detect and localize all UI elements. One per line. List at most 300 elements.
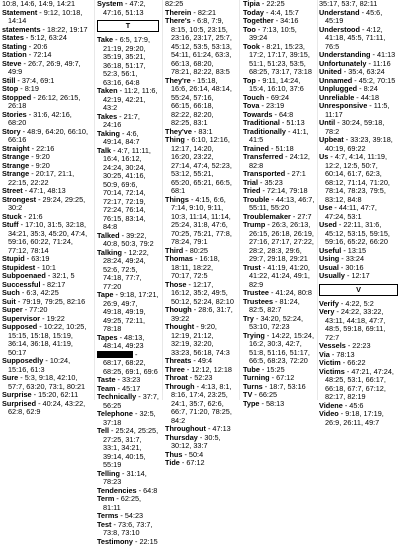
index-term: Taste	[97, 375, 116, 384]
index-term: Tova	[243, 101, 260, 110]
index-term: Terms	[97, 511, 118, 520]
page-line-references: - 10:1	[35, 263, 56, 272]
page-line-references: 82:25	[165, 0, 183, 8]
index-entry	[243, 26, 316, 43]
index-entry	[97, 232, 159, 249]
page-line-references: 10:8, 14:6, 14:9, 14:21	[2, 0, 75, 8]
page-line-references: - 51:18	[269, 144, 294, 153]
index-entry	[97, 334, 159, 351]
index-term: Stupid	[2, 254, 25, 263]
index-entry	[165, 306, 235, 323]
index-term: Until	[319, 118, 335, 127]
page-line-references: - 41:19, 41:20, 41:22, 41:24, 49:1, 82:9	[249, 263, 310, 289]
page-line-references: - 41:13	[371, 50, 396, 59]
page-line-references: - 18:7, 53:16	[263, 382, 306, 391]
page-line-references: - 67:12	[270, 373, 295, 382]
page-line-references: - 9:20, 12:19, 21:12, 32:19, 32:20, 33:23, 56:18, 74:3	[171, 322, 230, 357]
page-line-references: - 62:25, 81:11	[103, 494, 141, 512]
index-term: Thursday	[165, 433, 198, 442]
page-line-references: - 72:14, 79:18	[260, 186, 307, 195]
page-line-references: - 47:21, 47:24, 48:25, 53:1, 66:17, 66:18, 67:7, 67:12, 82:17, 82:19	[325, 367, 394, 402]
index-entry	[243, 153, 316, 170]
page-line-references: - 47:2, 47:16, 51:13	[103, 0, 146, 17]
index-entry	[2, 111, 92, 128]
index-entry	[243, 43, 316, 77]
page-line-references: - 37:7, 56:25	[103, 392, 159, 410]
page-line-references: - 11:5, 11:17	[325, 101, 389, 119]
index-entry	[2, 196, 92, 213]
index-entry	[319, 102, 398, 119]
page-line-references: - 63:19	[25, 254, 50, 263]
page-line-references: - 50:4	[182, 450, 203, 459]
page-line-references: - 26:7, 26:9, 49:7, 49:9	[8, 59, 81, 77]
page-line-references: - 10:22, 10:25, 15:15, 15:18, 15:19, 36:14, 36:18, 41:19, 50:17	[8, 322, 86, 357]
index-term: Stating	[2, 42, 27, 51]
page-line-references: - 8:19	[18, 84, 39, 93]
index-term: Trustee	[243, 288, 269, 297]
index-term: Stop	[2, 84, 18, 93]
column-divider	[162, 0, 163, 400]
page-line-references: - 41:24, 80:8	[269, 288, 312, 297]
index-term: Throughout	[165, 424, 206, 433]
index-term: Tube	[243, 365, 260, 374]
index-term: Today	[243, 8, 264, 17]
index-term: Third	[165, 246, 183, 255]
index-entry	[2, 170, 92, 187]
index-entry	[319, 410, 398, 427]
page-line-references: - 58:13	[260, 399, 285, 408]
index-term: Turning	[243, 373, 270, 382]
index-entry	[97, 291, 159, 334]
index-entry	[165, 459, 235, 468]
index-term: Tried	[243, 186, 260, 195]
page-line-references: - 20:6	[27, 42, 48, 51]
page-line-references: - 27:7	[291, 212, 312, 221]
page-line-references: - 11:16	[366, 59, 390, 68]
index-entry	[97, 410, 159, 427]
page-line-references: - 4:7, 11:11, 16:4, 16:12, 24:24, 30:24, 30:25, 41:16, 50:9, 69:6, 70:14, 72:14, 72:17, 72:19, 72:24, 76:14, 76:15, 83:14, 84:8	[103, 146, 151, 232]
page-line-references: - 4:4, 15:7	[264, 8, 299, 17]
page-line-references: - 72:14	[27, 50, 52, 59]
section-letter-heading: T	[97, 20, 159, 32]
index-entry	[243, 315, 316, 332]
index-term: Taken	[97, 86, 118, 95]
index-term: Thing	[165, 135, 185, 144]
index-entry	[319, 119, 398, 136]
page-line-references: - 8:24	[357, 84, 378, 93]
index-term: They're	[165, 76, 191, 85]
index-term: Talked	[97, 231, 120, 240]
index-term: Us	[319, 152, 328, 161]
page-line-references: - 15:18, 16:6, 26:14, 48:14, 55:24, 57:16, 66:15, 66:18, 82:22, 82:20, 82:25, 83:1	[171, 76, 232, 128]
page-line-references: - 48:9, 64:20, 66:10, 66:16	[8, 127, 88, 145]
page-line-references: - 12:22, 28:24, 49:24, 52:6, 72:5, 74:18, 77:7, 77:20	[103, 248, 149, 291]
page-line-references: - 9:20	[29, 152, 50, 161]
index-term: Victim	[319, 358, 341, 367]
index-entry	[243, 128, 316, 145]
index-term: Trust	[243, 263, 261, 272]
index-term: Stupidest	[2, 263, 35, 272]
index-entry	[243, 298, 316, 315]
index-term: Things	[165, 195, 189, 204]
page-line-references: - 35:4, 63:24	[342, 67, 385, 76]
section-letter-heading: V	[319, 284, 398, 296]
index-entry	[319, 221, 398, 247]
index-term: Use	[319, 203, 332, 212]
page-line-references: - 23:19	[260, 101, 285, 110]
index-term: Strange	[2, 161, 29, 170]
index-term: Talk	[97, 146, 111, 155]
index-entry	[319, 26, 398, 52]
page-line-references: - 13:15	[341, 246, 366, 255]
index-term: Straight	[2, 144, 30, 153]
index-column-4	[243, 0, 316, 400]
index-term: Videne	[319, 401, 343, 410]
index-term: Type	[243, 399, 260, 408]
page-line-references: - 4:22, 5:2	[339, 299, 374, 308]
page-line-references: - 21:7, 24:16	[103, 112, 140, 130]
page-line-references: - 64:8	[272, 110, 293, 119]
index-term: Trump	[243, 220, 265, 229]
page-line-references: - 44:13, 46:7, 55:11, 55:20	[249, 195, 314, 213]
index-term: Therein	[165, 8, 191, 17]
index-entry	[97, 393, 159, 410]
page-line-references: - 52:23	[188, 373, 213, 382]
page-line-references: - 31:6, 42:16, 68:20	[8, 110, 72, 128]
index-entry	[97, 351, 159, 377]
page-line-references: - 9:12, 10:18, 14:14	[8, 8, 82, 26]
page-line-references: - 8:21, 15:23, 17:2, 17:17, 39:15, 51:1, 51:23, 53:5, 68:25, 73:17, 73:18	[249, 42, 312, 77]
index-term: Technically	[97, 392, 136, 401]
index-term: Take	[97, 35, 113, 44]
page-line-references: - 54:23	[118, 511, 143, 520]
index-term: Supervisor	[2, 314, 40, 323]
index-entry	[97, 521, 159, 538]
index-term: Throat	[165, 373, 188, 382]
page-line-references: - 22:23	[346, 341, 371, 350]
index-term: They've	[165, 127, 192, 136]
page-line-references: - 4:12, 41:18, 45:5, 71:11, 76:5	[325, 25, 385, 51]
index-term: Turns	[243, 382, 263, 391]
index-term: Though	[165, 305, 192, 314]
index-entry	[165, 281, 235, 307]
page-line-references: - 77:20	[23, 305, 48, 314]
page-line-references: - 27:1	[285, 169, 306, 178]
page-line-references: - 78:13	[330, 350, 355, 359]
page-line-references: - 66:22	[341, 358, 366, 367]
page-line-references: - 33:23, 39:18, 40:19, 69:22	[325, 135, 393, 153]
index-term: Understood	[319, 25, 360, 34]
index-entry	[2, 374, 92, 391]
index-term: Strongest	[2, 195, 36, 204]
page-line-references: - 17:10, 31:5, 32:18, 34:21, 35:3, 45:20, 47:4, 59:16, 60:22, 71:24, 77:12, 78:14	[8, 220, 87, 255]
page-line-references: 35:17, 53:7, 82:11	[319, 0, 377, 8]
index-term: TV	[243, 390, 252, 399]
index-term: Three	[165, 365, 185, 374]
index-term: Tape	[97, 290, 114, 299]
index-term: Using	[319, 254, 339, 263]
index-term: Test	[97, 520, 111, 529]
index-term: Takes	[97, 112, 117, 121]
page-line-references: - 81:24, 82:5, 82:7	[249, 297, 300, 315]
page-line-references: - 26:12, 26:15, 26:18	[8, 93, 80, 111]
column-divider	[317, 0, 318, 400]
page-line-references: - 9:11, 14:24, 15:4, 16:10, 37:6	[249, 76, 304, 94]
index-term: Still	[2, 76, 15, 85]
page-line-references: - 26:3, 26:13, 26:15, 26:18, 26:19, 27:16, 27:17, 27:22, 28:2, 28:3, 29:6, 29:7, 29:18, 29:21	[249, 220, 314, 263]
index-entry	[243, 77, 316, 94]
index-entry	[2, 9, 92, 26]
page-line-references: - 10:24, 15:16, 61:3	[8, 356, 70, 374]
page-line-references: - 30:24, 59:18, 78:2	[325, 118, 384, 136]
index-term: United	[319, 67, 342, 76]
page-line-references: - 6:5, 17:9, 21:19, 29:20, 35:19, 35:21, 36:18, 51:17, 52:3, 56:1, 63:16, 64:8	[103, 35, 150, 87]
index-term: Taking	[97, 129, 120, 138]
index-term: System	[97, 0, 123, 8]
index-term: Troublemaker	[243, 212, 291, 221]
index-term: Traditional	[243, 118, 280, 127]
index-term: Vessels	[319, 341, 346, 350]
page-line-references: - 30:5, 30:12, 33:7	[171, 433, 221, 451]
index-term: Talking	[97, 248, 122, 257]
index-entry	[319, 9, 398, 26]
index-term: Top	[243, 76, 256, 85]
index-term: Very	[319, 307, 334, 316]
page-line-references: - 9:18, 17:19, 26:9, 26:11, 49:7	[325, 409, 384, 427]
page-line-references: - 15:25	[260, 365, 285, 374]
index-term: Verify	[319, 299, 339, 308]
index-column-3	[165, 0, 235, 400]
page-line-references: - 14:22, 15:24, 16:2, 30:3, 42:7, 51:8, 51:16, 51:17, 66:5, 68:23, 72:20	[249, 331, 314, 366]
page-line-references: - 4:6, 49:14, 84:7	[103, 129, 140, 147]
page-line-references: - 21:6	[22, 212, 43, 221]
index-term: Successful	[2, 280, 41, 289]
page-line-references: - 4:15, 6:6, 7:14, 9:10, 9:11, 10:3, 11:14, 11:14, 25:24, 31:8, 47:6, 70:25, 75:21, 77:8, 78:24, 79:1	[171, 195, 232, 247]
page-line-references: - 4:13, 8:1, 8:16, 17:4, 23:25, 24:1, 35:7, 62:6, 66:7, 71:20, 78:25, 84:2	[171, 382, 232, 425]
index-entry	[2, 221, 92, 255]
index-term: Thus	[165, 450, 182, 459]
index-term: Usually	[319, 271, 345, 280]
index-term: Took	[243, 42, 260, 51]
index-entry	[319, 308, 398, 342]
index-term: Station	[2, 50, 27, 59]
page-line-references: - 22:16	[30, 144, 55, 153]
index-entry	[243, 264, 316, 290]
index-term: Understanding	[319, 50, 371, 59]
index-term: Via	[319, 350, 330, 359]
page-line-references: - 22:11, 31:6, 45:12, 53:15, 59:15, 59:16, 65:22, 66:20	[325, 220, 390, 246]
index-term: Stuff	[2, 220, 19, 229]
page-line-references: - 33:23	[116, 375, 141, 384]
index-entry	[97, 249, 159, 292]
page-line-references: - 68:17, 68:22, 68:25, 69:1, 69:6	[103, 350, 158, 376]
index-term: Unreliable	[319, 93, 354, 102]
index-term: Surprised	[2, 399, 36, 408]
index-term: Try	[243, 314, 254, 323]
page-line-references: - 45:6	[343, 401, 364, 410]
index-entry	[97, 0, 159, 17]
index-entry	[165, 434, 235, 451]
index-term: Surprise	[2, 390, 32, 399]
index-entry	[97, 87, 159, 113]
index-term: Strange	[2, 152, 29, 161]
index-entry	[165, 255, 235, 281]
index-entry	[97, 470, 159, 487]
page-line-references: - 41:1, 41:5	[249, 127, 309, 145]
column-divider	[94, 0, 95, 400]
index-term: Strange	[2, 169, 29, 178]
index-entry	[2, 323, 92, 357]
index-term: Unplugged	[319, 84, 357, 93]
page-line-references: - 22:25	[260, 0, 285, 8]
index-term: Tapes	[97, 333, 118, 342]
index-term: Testimony	[97, 537, 133, 546]
page-line-references: - 33:24	[339, 254, 364, 263]
page-line-references: - 19:22	[40, 314, 65, 323]
page-line-references: - 34:20, 52:24, 53:10, 72:23	[249, 314, 303, 332]
column-divider	[239, 0, 240, 400]
index-entry	[2, 357, 92, 374]
index-term: Team	[97, 384, 116, 393]
page-line-references: - 47:13	[206, 424, 231, 433]
page-line-references: - 44:18	[354, 93, 379, 102]
page-line-references: - 45:2, 70:15	[352, 76, 395, 85]
index-entry	[97, 113, 159, 130]
index-term: Thomas	[165, 254, 193, 263]
index-entry	[165, 136, 235, 196]
page-line-references: - 20:17, 21:1, 22:15, 22:22	[8, 169, 74, 187]
index-term: Tendencies	[97, 486, 137, 495]
index-entry	[97, 427, 159, 470]
index-term: Through	[165, 382, 195, 391]
index-term: Supposed	[2, 322, 37, 331]
index-term: Street	[2, 186, 23, 195]
index-term: Super	[2, 305, 23, 314]
index-term: Term	[97, 494, 114, 503]
index-entry	[97, 130, 159, 147]
index-entry	[243, 221, 316, 264]
page-line-references: - 37:4, 69:1	[15, 76, 54, 85]
index-term: Trying	[243, 331, 265, 340]
index-column-5	[319, 0, 398, 400]
index-entry	[2, 400, 92, 417]
index-entry	[319, 153, 398, 204]
page-line-references: - 32:1, 5	[46, 271, 75, 280]
page-line-references: - 79:19, 79:25, 82:16	[16, 297, 85, 306]
page-line-references: - 24:12, 82:8	[249, 152, 310, 170]
index-term: Usual	[319, 263, 339, 272]
index-entry	[165, 323, 235, 357]
index-term: Unnamed	[319, 76, 352, 85]
redaction-bar	[97, 351, 133, 358]
page-line-references: - 28:6, 31:7, 39:22	[171, 305, 233, 323]
index-term: Such	[2, 288, 20, 297]
page-line-references: - 22:15	[133, 537, 158, 546]
index-entry	[319, 204, 398, 221]
index-entry	[243, 400, 316, 409]
page-line-references: - 49:4	[191, 356, 212, 365]
page-line-references: - 67:12	[180, 458, 205, 467]
index-entry	[97, 538, 159, 546]
page-line-references: - 83:1	[192, 127, 213, 136]
page-line-references: - 25:24, 25:25, 27:25, 31:7, 33:1, 34:21, 39:14, 40:15, 55:19	[103, 426, 158, 469]
index-column-1	[2, 0, 92, 400]
index-term: Tide	[165, 458, 180, 467]
page-line-references: - 82:17	[41, 280, 66, 289]
page-line-references: - 73:6, 73:7, 73:8, 73:10	[103, 520, 152, 538]
page-line-references: - 12:17, 16:12, 35:2, 49:5, 50:12, 52:24, 82:10	[171, 280, 234, 306]
index-term: Towards	[243, 110, 272, 119]
index-term: Stopped	[2, 93, 31, 102]
index-term: Threats	[165, 356, 191, 365]
index-term: Thought	[165, 322, 194, 331]
index-term: Trial	[243, 178, 258, 187]
index-entry	[165, 17, 235, 77]
index-term: Suit	[2, 297, 16, 306]
index-term: Stories	[2, 110, 27, 119]
page-line-references: - 45:17	[116, 384, 141, 393]
index-term: Tipia	[243, 0, 260, 8]
page-line-references: - 11:2, 11:6, 42:19, 42:21, 43:2	[103, 86, 157, 112]
index-entry	[97, 147, 159, 232]
page-line-references: - 5:12, 63:24	[24, 33, 67, 42]
index-entry	[165, 383, 235, 426]
page-line-references: - 30:16	[339, 263, 364, 272]
page-line-references: - 7:13, 10:5, 39:24	[249, 25, 297, 43]
page-line-references: - 6:8, 7:9, 8:15, 10:5, 23:15, 23:16, 23:17, 25:7, 45:12, 53:5, 53:13, 54:11, 61:24, 63:3, 66:13, 68:20, 78:21, 82:22, 83:5	[171, 16, 232, 76]
index-column-2	[97, 0, 159, 400]
page-line-references: - 64:8	[137, 486, 158, 495]
index-term: There's	[165, 16, 191, 25]
index-term: Unfortunately	[319, 59, 366, 68]
page-line-references: - 48:13, 48:14, 49:23	[103, 333, 144, 351]
index-entry	[165, 77, 235, 128]
index-term: statements	[2, 25, 41, 34]
index-term: Video	[319, 409, 339, 418]
index-term: Those	[165, 280, 187, 289]
page-line-references: - 47:1, 48:13	[23, 186, 66, 195]
page-line-references: - 15:20, 62:11	[32, 390, 79, 399]
index-term: Victims	[319, 367, 345, 376]
page-line-references: - 66:25	[252, 390, 277, 399]
index-entry	[319, 136, 398, 153]
index-term: Stuck	[2, 212, 22, 221]
index-term: States	[2, 33, 24, 42]
page-line-references: - 44:11, 47:7, 47:24, 53:1	[325, 203, 377, 221]
page-line-references: - 12:12, 12:18	[185, 365, 232, 374]
index-term: Useful	[319, 246, 341, 255]
page-line-references: - 40:24, 43:22, 62:8, 62:9	[8, 399, 85, 417]
page-line-references: - 9:18, 17:21, 26:9, 49:7, 49:18, 49:19, 49:25, 72:11, 78:18	[103, 290, 159, 333]
index-term: Upbeat	[319, 135, 344, 144]
index-term: Unresponsive	[319, 101, 367, 110]
index-term: Telephone	[97, 409, 133, 418]
page-line-references: - 6:3, 42:25	[20, 288, 59, 297]
page-line-references: - 80:25	[183, 246, 208, 255]
index-entry	[2, 60, 92, 77]
index-entry	[319, 368, 398, 402]
index-term: Touch	[243, 93, 264, 102]
page-line-references: - 5:3, 9:18, 42:10, 57:7, 63:20, 73:1, 80:21	[8, 373, 85, 391]
page-line-references: - 69:24	[264, 93, 289, 102]
index-term: Together	[243, 16, 274, 25]
index-entry	[2, 94, 92, 111]
page-line-references: - 29:24, 29:25, 30:2	[8, 195, 85, 213]
index-term: Statement	[2, 8, 37, 17]
page-line-references: - 24:22, 33:22, 43:11, 44:18, 47:7, 48:5, 59:18, 69:11, 72:7	[325, 307, 385, 342]
index-term: Supposedly	[2, 356, 43, 365]
index-term: Transported	[243, 169, 285, 178]
